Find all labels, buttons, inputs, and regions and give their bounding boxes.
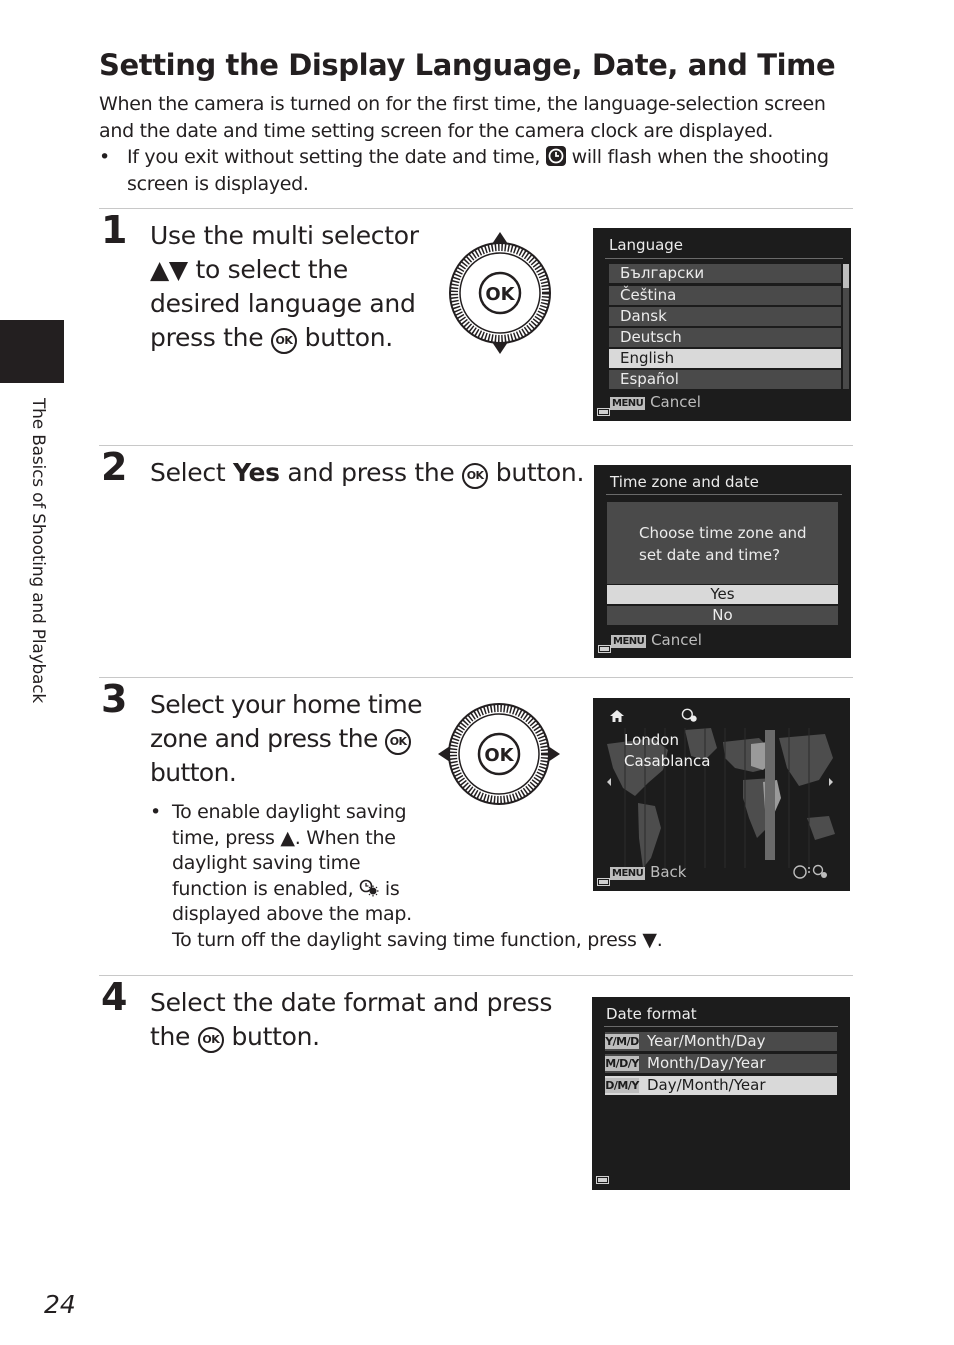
ok-button-icon: OK [462, 463, 488, 489]
date-format-screen [592, 997, 850, 1190]
scrollbar[interactable] [843, 264, 849, 389]
language-item[interactable]: Deutsch [609, 328, 841, 347]
intro-bullet-text-b: will flash when the shooting [571, 146, 829, 168]
step-1-line-2: to select the [195, 255, 348, 284]
step-1-number: 1 [101, 208, 128, 252]
step-3-note: • To enable daylight saving time, press ▲. When the daylight saving time function is enabled, is displayed above the map. To turn off the daylight saving time function, press ▼. [150, 801, 663, 951]
cancel-hint[interactable]: MENU Cancel [613, 631, 702, 649]
yes-bold: Yes [232, 458, 280, 487]
step-1-line-3: desired language and [150, 289, 416, 318]
step-2-text: Select Yes and press the OK button. [150, 458, 585, 487]
step-2-number: 2 [101, 445, 128, 489]
battery-icon [598, 645, 611, 653]
ok-button-icon: OK [198, 1027, 224, 1053]
language-item[interactable]: Español [609, 370, 841, 389]
step-4-text: Select the date format and press the OK button. [150, 988, 553, 1051]
step-3-number: 3 [101, 677, 128, 721]
down-arrow-icon: ▼ [642, 928, 657, 951]
date-format-item-selected[interactable]: D/M/Y Day/Month/Year [605, 1076, 837, 1095]
page-title: Setting the Display Language, Date, and Time [99, 48, 836, 82]
language-screen-title: Language [609, 236, 684, 254]
selector-ok-label: OK [485, 284, 515, 305]
language-screen [593, 228, 851, 421]
clock-icon [546, 146, 566, 166]
language-item-selected[interactable]: English [609, 349, 841, 368]
battery-icon [597, 878, 610, 886]
battery-icon [596, 1176, 609, 1184]
section-tab [0, 320, 64, 383]
city-names [624, 730, 711, 772]
multi-selector-up-down-icon [446, 230, 554, 356]
section-side-label: The Basics of Shooting and Playback [28, 398, 48, 704]
screen-title-rule [604, 1026, 838, 1027]
intro-text [99, 91, 859, 197]
city-london: London [624, 731, 679, 749]
step-1-line-4: press the [150, 323, 264, 352]
timezone-screen [594, 465, 851, 658]
scrollbar-thumb[interactable] [843, 264, 849, 288]
dst-toggle-hint-icon [793, 864, 829, 880]
multi-selector-left-right-icon [436, 700, 562, 808]
menu-key-icon: MENU [613, 636, 645, 647]
cancel-hint[interactable]: MENU Cancel [612, 393, 701, 411]
bullet-dot: • [150, 801, 161, 823]
ymd-format-icon: Y/M/D [605, 1035, 639, 1048]
divider-1 [99, 208, 853, 209]
step-1-line-1: Use the multi selector [150, 221, 419, 250]
intro-bullet [99, 144, 859, 197]
intro-bullet-text-c: screen is displayed. [127, 172, 309, 195]
intro-line-2: and the date and time setting screen for the camera clock are displayed. [99, 119, 774, 142]
divider-4 [99, 975, 853, 976]
selector-ok-label: OK [484, 745, 514, 766]
mdy-format-icon: M/D/Y [605, 1057, 639, 1070]
intro-line-1: When the camera is turned on for the first time, the language-selection screen [99, 93, 826, 115]
ok-button-icon: OK [385, 729, 411, 755]
language-item[interactable]: Čeština [609, 286, 841, 305]
timezone-screen-title: Time zone and date [610, 473, 759, 491]
up-arrow-icon: ▲ [280, 826, 295, 849]
back-hint[interactable]: MENU Back [612, 863, 687, 881]
dmy-format-icon: D/M/Y [605, 1079, 639, 1092]
date-format-item[interactable]: Y/M/D Year/Month/Day [605, 1032, 837, 1051]
step-4-number: 4 [101, 975, 128, 1019]
daylight-saving-icon [359, 879, 379, 897]
daylight-saving-icon [681, 708, 699, 724]
step-3-text: Select your home time zone and press the OK button. [150, 690, 422, 787]
menu-key-icon: MENU [612, 398, 644, 409]
step-1-line-5: button. [304, 323, 393, 352]
page-number: 24 [44, 1290, 76, 1319]
ok-button-icon: OK [271, 328, 297, 354]
battery-icon [597, 408, 610, 416]
dialog-prompt: Choose time zone and set date and time? [639, 524, 807, 564]
language-item[interactable]: Dansk [609, 307, 841, 326]
no-option[interactable]: No [607, 606, 838, 625]
date-format-title: Date format [606, 1005, 697, 1023]
divider-3 [99, 677, 853, 678]
timezone-map-screen [593, 698, 850, 891]
bullet-dot: • [99, 146, 110, 168]
step-1-text [150, 219, 430, 355]
confirm-dialog [607, 502, 838, 584]
screen-title-rule [606, 494, 842, 495]
home-icon [609, 709, 625, 723]
language-item[interactable]: Български [609, 264, 841, 283]
city-casablanca: Casablanca [624, 752, 711, 770]
selected-timezone-band [765, 730, 775, 860]
screen-title-rule [605, 258, 843, 259]
intro-bullet-text-a: If you exit without setting the date and time, [127, 146, 541, 168]
up-down-arrows-icon: ▲▼ [150, 255, 188, 284]
yes-option[interactable]: Yes [607, 585, 838, 604]
menu-key-icon: MENU [612, 868, 644, 879]
date-format-item[interactable]: M/D/Y Month/Day/Year [605, 1054, 837, 1073]
divider-2 [99, 445, 853, 446]
